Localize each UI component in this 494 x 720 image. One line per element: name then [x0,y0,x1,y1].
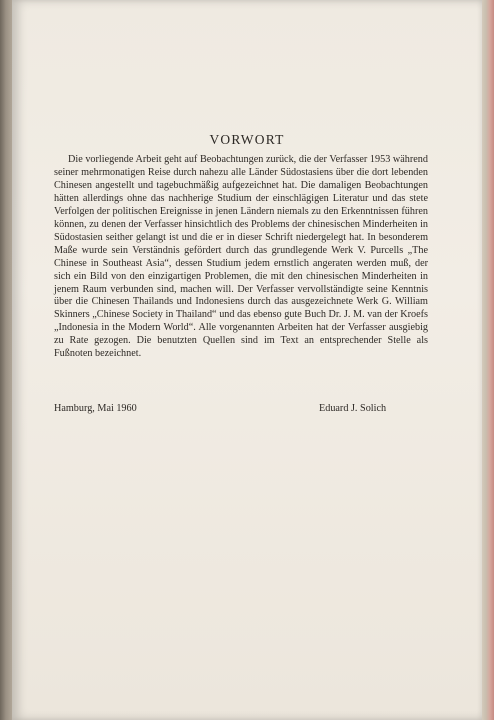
page-stack-edge [480,0,494,720]
foreword-paragraph: Die vorliegende Arbeit geht auf Beobachtungen zurück, die der Verfasser 1953 während seiner mehrmonatigen Reise durch nahezu alle Länder Südostasiens über die dort lebenden Chinesen angestellt und tagebuchmäßig aufgezeichnet hat. Die damaligen Beobachtungen hätten allerdings ohne das nachherige Studium der einschlägigen Literatur und das stete Verfolgen der politischen Ereignisse in jenen Ländern niemals zu den Erkenntnissen führen können, zu denen der Verfasser hinsichtlich des Problems der chinesischen Minderheiten in Südostasien seither gelangt ist und die er in dieser Schrift niedergelegt hat. In besonderem Maße wurde sein Verständnis gefördert durch das grundlegende Werk V. Purcells „The Chinese in Southeast Asia“, dessen Studium jedem ernstlich angeraten werden muß, der sich ein Bild von den einzigartigen Problemen, die mit den chinesischen Minderheiten in jenem Raum verbunden sind, machen will. Der Verfasser vervollständigte seine Kenntnis über die Chinesen Thailands und Indonesiens durch das ausgezeichnete Werk G. William Skinners „Chinese Society in Thailand“ und das ebenso gute Buch Dr. J. M. van der Kroefs „Indonesia in the Modern World“. Alle vorgenannten Arbeiten hat der Verfasser ausgiebig zu Rate gezogen. Die benutzten Quellen sind im Text an entsprechender Stelle als Fußnoten bezeichnet. [54,154,428,360]
author-signature: Eduard J. Solich [319,403,387,414]
page-title: VORWORT [209,132,285,147]
place-date-line: Hamburg, Mai 1960 [54,403,137,414]
book-page [12,0,482,720]
